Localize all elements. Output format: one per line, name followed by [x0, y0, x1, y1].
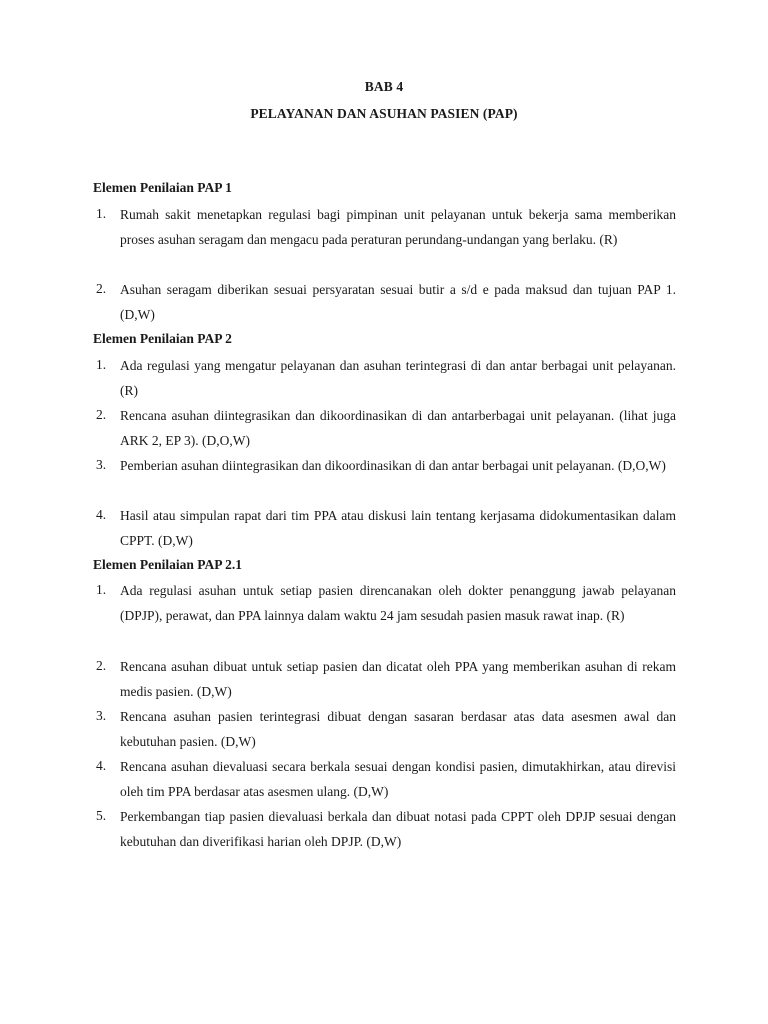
list-item: [96, 754, 676, 804]
section-heading: Elemen Penilaian PAP 2: [93, 331, 232, 346]
item-text: Perkembangan tiap pasien dievaluasi berkala dan dibuat notasi pada CPPT oleh DPJP sesuai dengan kebutuhan dan diverifikasi harian oleh DPJP. (D,W): [120, 809, 676, 849]
item-number: 3.: [96, 708, 107, 723]
item-number: 2.: [96, 658, 107, 673]
list-item: [96, 202, 676, 252]
list-item: [96, 804, 676, 854]
list-item: [96, 578, 676, 628]
item-text: Asuhan seragam diberikan sesuai persyaratan sesuai butir a s/d e pada maksud dan tujuan PAP 1. (D,W): [120, 282, 676, 322]
list-item: [96, 503, 676, 553]
item-number: 1.: [96, 357, 107, 372]
list-item: [96, 654, 676, 704]
list-item: [96, 403, 676, 453]
item-text: Pemberian asuhan diintegrasikan dan dikoordinasikan di dan antar berbagai unit pelayanan. (D,O,W): [120, 458, 666, 473]
chapter-number: BAB 4: [364, 79, 404, 94]
item-number: 3.: [96, 457, 107, 472]
section-heading: Elemen Penilaian PAP 2.1: [93, 557, 242, 572]
item-text: Rencana asuhan dibuat untuk setiap pasien dan dicatat oleh PPA yang memberikan asuhan di rekam medis pasien. (D,W): [120, 659, 676, 699]
item-text: Rencana asuhan pasien terintegrasi dibuat dengan sasaran berdasar atas data asesmen awal dan kebutuhan pasien. (D,W): [120, 709, 676, 749]
item-text: Rencana asuhan dievaluasi secara berkala sesuai dengan kondisi pasien, dimutakhirkan, atau direvisi oleh tim PPA berdasar atas asesmen ulang. (D,W): [120, 759, 676, 799]
item-number: 2.: [96, 281, 107, 296]
item-number: 1.: [96, 582, 107, 597]
item-text: Rencana asuhan diintegrasikan dan dikoordinasikan di dan antarberbagai unit pelayanan. (lihat juga ARK 2, EP 3). (D,O,W): [120, 408, 676, 448]
list-item: [96, 353, 676, 403]
list-item: [96, 704, 676, 754]
chapter-title: PELAYANAN DAN ASUHAN PASIEN (PAP): [250, 106, 518, 121]
item-text: Ada regulasi asuhan untuk setiap pasien direncanakan oleh dokter penanggung jawab pelayanan (DPJP), perawat, dan PPA lainnya dalam waktu 24 jam sesudah pasien masuk rawat inap. (R): [120, 583, 676, 623]
item-number: 4.: [96, 507, 107, 522]
item-text: Ada regulasi yang mengatur pelayanan dan asuhan terintegrasi di dan antar berbagai unit pelayanan. (R): [120, 358, 676, 398]
item-text: Rumah sakit menetapkan regulasi bagi pimpinan unit pelayanan untuk bekerja sama memberikan proses asuhan seragam dan mengacu pada peraturan perundang-undangan yang berlaku. (R): [120, 207, 676, 247]
item-number: 2.: [96, 407, 107, 422]
item-number: 1.: [96, 206, 107, 221]
item-number: 4.: [96, 758, 107, 773]
item-text: Hasil atau simpulan rapat dari tim PPA atau diskusi lain tentang kerjasama didokumentasikan dalam CPPT. (D,W): [120, 508, 676, 548]
list-item: [96, 277, 676, 327]
item-number: 5.: [96, 808, 107, 823]
section-heading: Elemen Penilaian PAP 1: [93, 180, 232, 195]
list-item: [96, 453, 676, 478]
